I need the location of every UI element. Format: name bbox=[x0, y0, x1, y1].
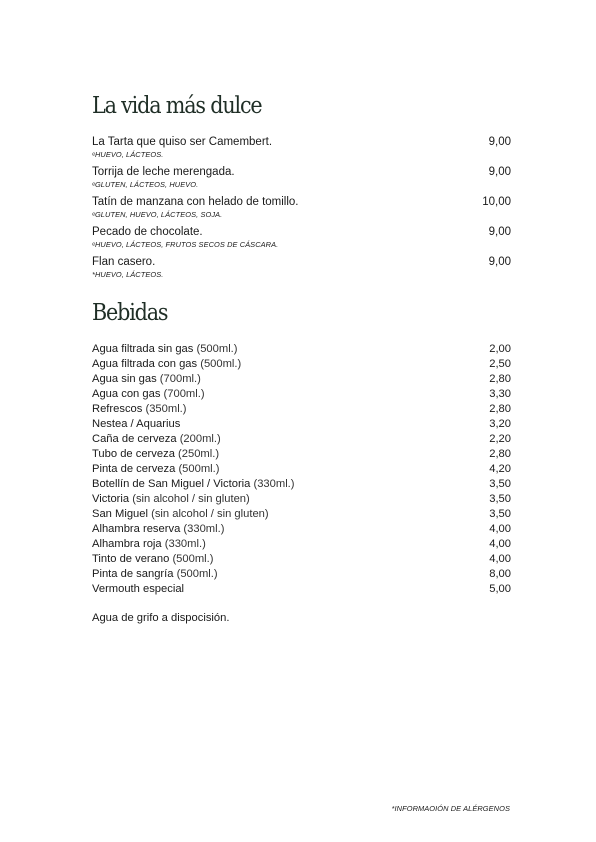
drink-name: Agua filtrada sin gas bbox=[92, 343, 194, 355]
drink-detail: (500ml.) bbox=[178, 463, 220, 475]
drink-item bbox=[92, 477, 511, 492]
drink-detail: (500ml.) bbox=[176, 568, 218, 580]
drink-price: 2,50 bbox=[489, 358, 511, 370]
drink-name: Pinta de sangría bbox=[92, 568, 174, 580]
drink-detail: (330ml.) bbox=[253, 478, 295, 490]
drink-price: 3,20 bbox=[489, 418, 511, 430]
drink-detail: (500ml.) bbox=[172, 553, 214, 565]
drink-name: Refrescos bbox=[92, 403, 143, 415]
drink-item bbox=[92, 417, 511, 432]
drink-name: Botellín de San Miguel / Victoria bbox=[92, 478, 251, 490]
dessert-name: La Tarta que quiso ser Camembert. bbox=[92, 136, 273, 148]
tap-water-note: Agua de grifo a dispocisión. bbox=[92, 612, 230, 624]
drink-item bbox=[92, 567, 511, 582]
drink-item bbox=[92, 582, 511, 597]
drink-name: Agua filtrada con gas bbox=[92, 358, 198, 370]
drink-name: Pinta de cerveza bbox=[92, 463, 176, 475]
drink-price: 3,50 bbox=[489, 478, 511, 490]
drink-detail: (sin alcohol / sin gluten) bbox=[151, 508, 269, 520]
drink-item bbox=[92, 507, 511, 522]
drink-detail: (700ml.) bbox=[163, 388, 205, 400]
dessert-allergens: ᵉHUEVO, LÁCTEOS, FRUTOS SECOS DE CÁSCARA. bbox=[92, 240, 279, 249]
drink-item bbox=[92, 447, 511, 462]
drink-item bbox=[92, 432, 511, 447]
drink-name: Nestea / Aquarius bbox=[92, 418, 181, 430]
desserts-title: La vida más dulce bbox=[92, 93, 262, 119]
drink-price: 4,00 bbox=[489, 538, 511, 550]
dessert-price: 9,00 bbox=[488, 226, 511, 238]
dessert-price: 10,00 bbox=[482, 196, 511, 208]
drink-item bbox=[92, 387, 511, 402]
drink-item bbox=[92, 462, 511, 477]
drinks-list bbox=[92, 342, 511, 597]
drink-item bbox=[92, 492, 511, 507]
drink-item bbox=[92, 552, 511, 567]
drink-price: 2,80 bbox=[489, 403, 511, 415]
desserts-list bbox=[92, 135, 511, 285]
drink-item bbox=[92, 402, 511, 417]
drink-price: 3,50 bbox=[489, 508, 511, 520]
dessert-name: Pecado de chocolate. bbox=[92, 226, 203, 238]
drink-item bbox=[92, 372, 511, 387]
drink-item bbox=[92, 342, 511, 357]
dessert-item bbox=[92, 165, 511, 195]
drink-price: 4,00 bbox=[489, 553, 511, 565]
drink-price: 2,20 bbox=[489, 433, 511, 445]
drink-item bbox=[92, 537, 511, 552]
drink-detail: (200ml.) bbox=[179, 433, 221, 445]
dessert-allergens: ᵉGLUTEN, LÁCTEOS, HUEVO. bbox=[92, 180, 199, 189]
dessert-price: 9,00 bbox=[488, 166, 511, 178]
drink-price: 3,30 bbox=[489, 388, 511, 400]
dessert-price: 9,00 bbox=[488, 136, 511, 148]
drink-price: 4,20 bbox=[489, 463, 511, 475]
drink-price: 2,80 bbox=[489, 373, 511, 385]
dessert-item bbox=[92, 195, 511, 225]
drink-name: Alhambra reserva bbox=[92, 523, 181, 535]
drink-price: 4,00 bbox=[489, 523, 511, 535]
drink-name: San Miguel bbox=[92, 508, 148, 520]
drink-name: Vermouth especial bbox=[92, 583, 185, 595]
drink-item bbox=[92, 357, 511, 372]
drink-detail: (330ml.) bbox=[183, 523, 225, 535]
drink-detail: (500ml.) bbox=[196, 343, 238, 355]
dessert-allergens: *HUEVO, LÁCTEOS. bbox=[92, 270, 164, 279]
dessert-item bbox=[92, 255, 511, 285]
drink-price: 2,00 bbox=[489, 343, 511, 355]
dessert-allergens: ᵉGLUTEN, HUEVO, LÁCTEOS, SOJA. bbox=[92, 210, 223, 219]
dessert-price: 9,00 bbox=[488, 256, 511, 268]
dessert-name: Flan casero. bbox=[92, 256, 156, 268]
drink-name: Tinto de verano bbox=[92, 553, 170, 565]
drink-detail: (sin alcohol / sin gluten) bbox=[132, 493, 250, 505]
drink-name: Tubo de cerveza bbox=[92, 448, 175, 460]
drink-item bbox=[92, 522, 511, 537]
drink-price: 2,80 bbox=[489, 448, 511, 460]
drink-detail: (250ml.) bbox=[178, 448, 220, 460]
dessert-name: Torrija de leche merengada. bbox=[92, 166, 235, 178]
drinks-title: Bebidas bbox=[92, 300, 168, 326]
drink-name: Victoria bbox=[92, 493, 130, 505]
drink-detail: (700ml.) bbox=[159, 373, 201, 385]
dessert-item bbox=[92, 135, 511, 165]
drink-detail: (350ml.) bbox=[145, 403, 187, 415]
drink-price: 8,00 bbox=[489, 568, 511, 580]
drink-price: 3,50 bbox=[489, 493, 511, 505]
drink-name: Caña de cerveza bbox=[92, 433, 177, 445]
drink-detail: (330ml.) bbox=[164, 538, 206, 550]
drink-detail: (500ml.) bbox=[200, 358, 242, 370]
drink-price: 5,00 bbox=[489, 583, 511, 595]
dessert-name: Tatín de manzana con helado de tomillo. bbox=[92, 196, 299, 208]
drink-name: Alhambra roja bbox=[92, 538, 162, 550]
dessert-item bbox=[92, 225, 511, 255]
dessert-allergens: ᵉHUEVO, LÁCTEOS. bbox=[92, 150, 164, 159]
drink-name: Agua con gas bbox=[92, 388, 161, 400]
drink-name: Agua sin gas bbox=[92, 373, 157, 385]
allergen-info-note: *INFORMAOIÓN DE ALÉRGENOS bbox=[391, 804, 510, 813]
